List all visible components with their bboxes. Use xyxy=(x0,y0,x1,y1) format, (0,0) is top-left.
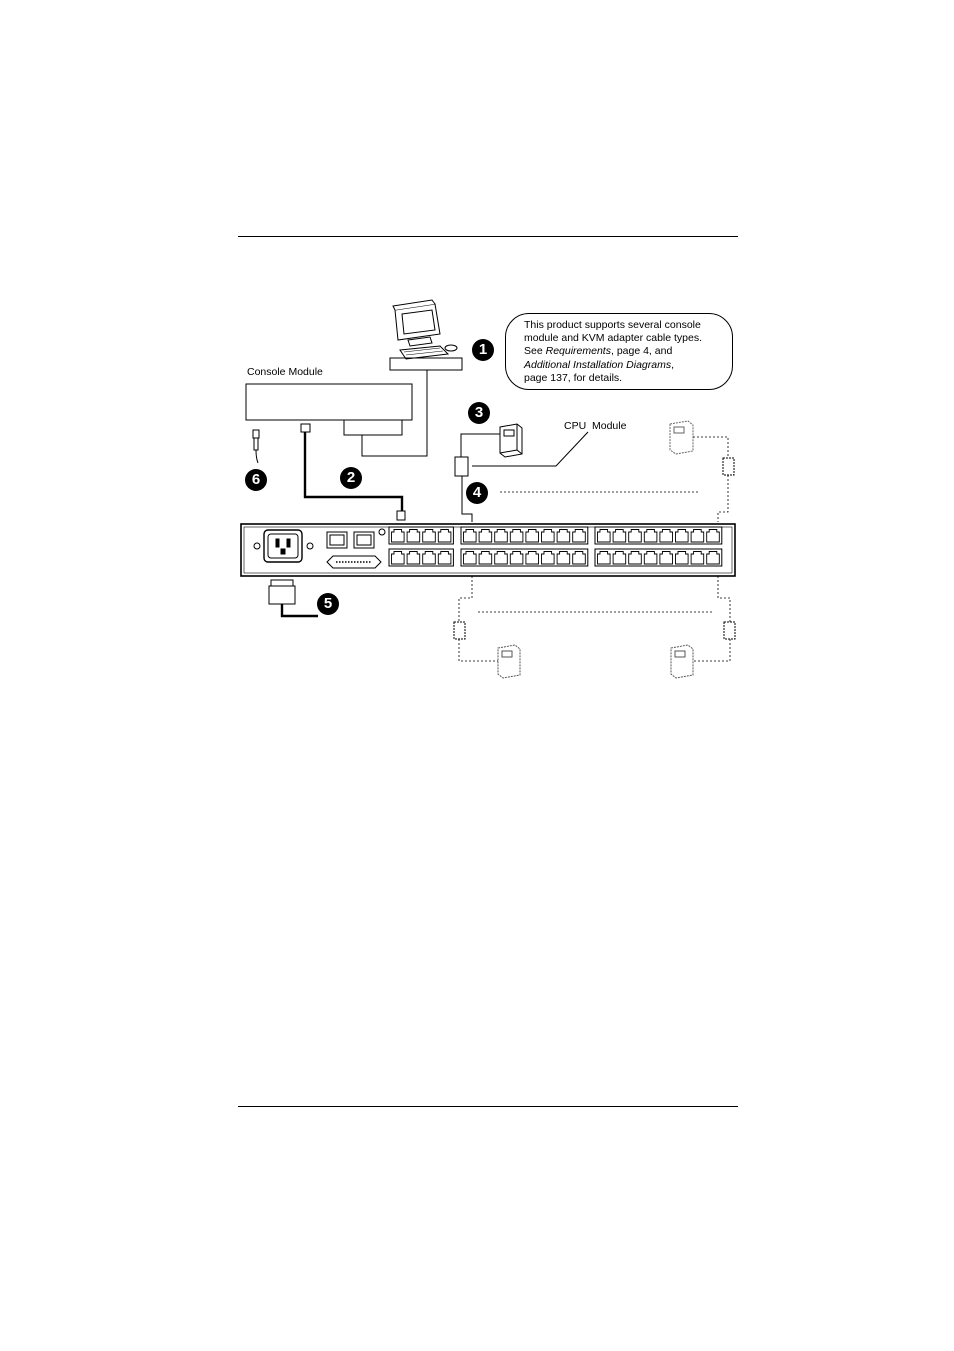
step-3-marker: 3 xyxy=(468,402,490,424)
step-2-marker: 2 xyxy=(340,467,362,489)
callout-line-3 xyxy=(524,345,734,358)
callout-line-4 xyxy=(524,359,734,372)
callout-line-5: page 137, for details. xyxy=(524,371,623,384)
callout-page-ref: , page 4, and xyxy=(610,345,673,358)
server-icon-faded xyxy=(670,421,693,454)
console-module-label: Console Module xyxy=(247,366,323,378)
step-5-marker: 5 xyxy=(317,593,339,615)
callout-note xyxy=(505,313,733,390)
server-icon-bottom-right xyxy=(671,645,693,678)
power-cord-icon xyxy=(269,580,318,616)
callout-comma: , xyxy=(671,358,674,371)
callout-line-2: module and KVM adapter cable types. xyxy=(524,332,703,345)
step-1-marker: 1 xyxy=(472,339,494,361)
console-computer-icon xyxy=(390,300,462,370)
callout-diagrams-ref: Additional Installation Diagrams xyxy=(524,358,672,371)
audio-plug-icon xyxy=(253,430,259,463)
console-module-box xyxy=(246,384,412,420)
cpu-module-label: CPU Module xyxy=(564,420,627,432)
step-4-marker: 4 xyxy=(466,482,488,504)
callout-see: See xyxy=(524,345,546,358)
step-6-marker: 6 xyxy=(245,469,267,491)
cpu-module-adapter xyxy=(455,457,468,476)
server-icon xyxy=(500,424,522,457)
callout-line-1: This product supports several console xyxy=(524,319,701,331)
callout-requirements-ref: Requirements xyxy=(545,345,611,358)
server-icon-bottom-left xyxy=(498,645,520,678)
